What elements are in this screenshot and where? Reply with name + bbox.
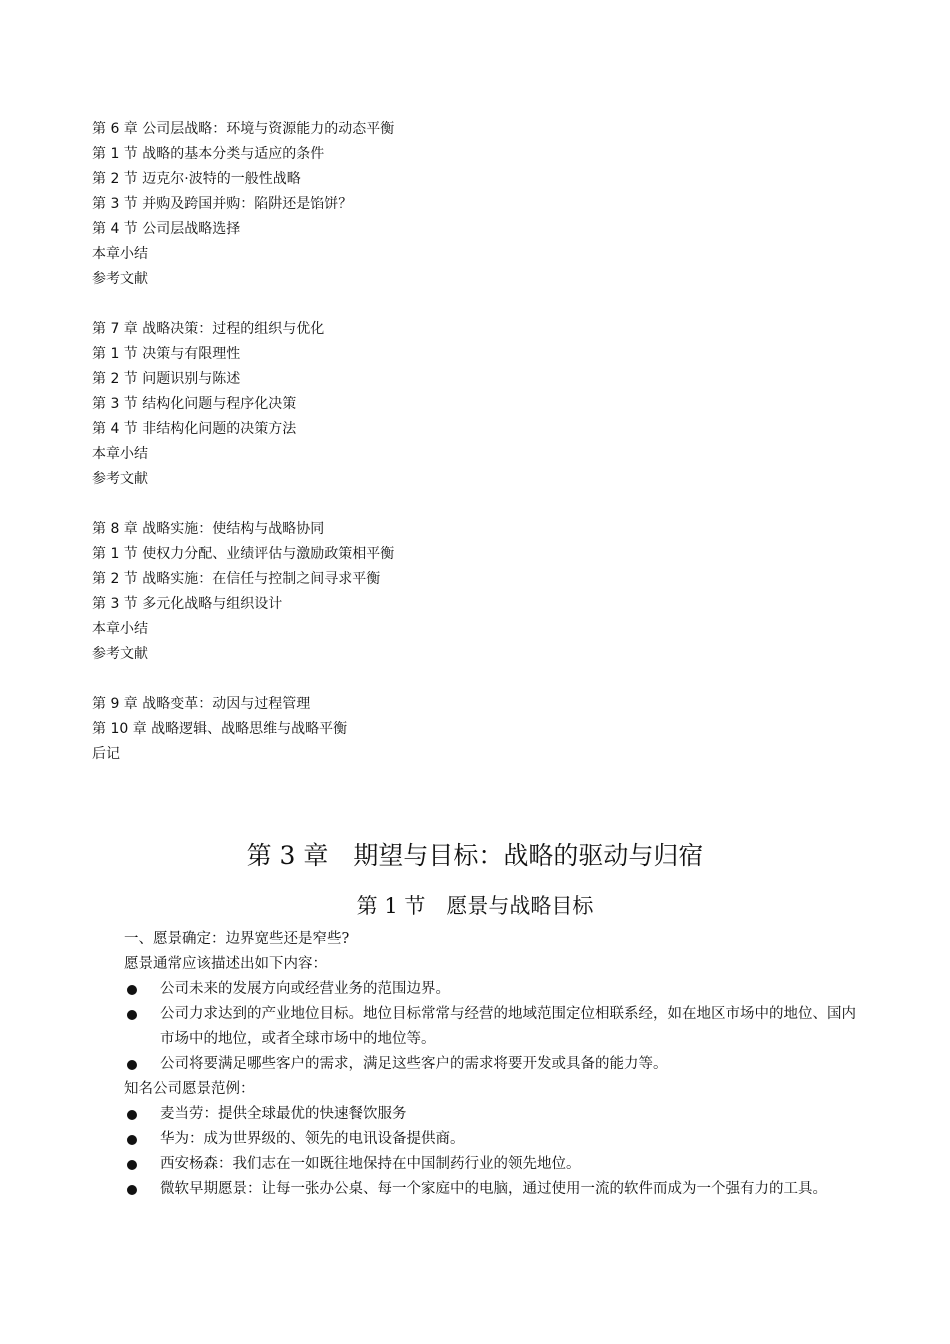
toc-chapter-7 xyxy=(92,317,792,492)
toc-section: 第 2 节 迈克尔·波特的一般性战略 xyxy=(92,171,301,187)
section-title: 第 1 节 愿景与战略目标 xyxy=(356,894,594,918)
bullet-icon xyxy=(127,1010,137,1020)
toc-chapter-9-10 xyxy=(92,692,792,767)
toc-section: 第 1 节 战略的基本分类与适应的条件 xyxy=(92,146,325,162)
toc-chapter-title: 第 6 章 公司层战略：环境与资源能力的动态平衡 xyxy=(92,121,395,137)
list-item-text: 公司力求达到的产业地位目标。地位目标常常与经营的地域范围定位相联系经，如在地区市场中的地位、国内市场中的地位，或者全球市场中的地位等。 xyxy=(160,1006,856,1047)
toc-summary: 本章小结 xyxy=(92,246,148,262)
bullet-icon xyxy=(127,1135,137,1145)
toc-section: 第 3 节 结构化问题与程序化决策 xyxy=(92,396,297,412)
list-item-text: 西安杨森：我们志在一如既往地保持在中国制药行业的领先地位。 xyxy=(160,1156,581,1172)
bullet-icon xyxy=(127,1160,137,1170)
chapter-content xyxy=(0,836,950,1202)
chapter-title: 第 3 章 期望与目标：战略的驱动与归宿 xyxy=(246,841,704,870)
section-body xyxy=(0,927,950,1202)
bullet-icon xyxy=(127,1110,137,1120)
examples-label: 知名公司愿景范例： xyxy=(124,1081,255,1097)
list-item xyxy=(0,1177,870,1202)
table-of-contents xyxy=(92,117,792,792)
toc-afterword: 后记 xyxy=(92,746,120,762)
toc-section: 第 1 节 使权力分配、业绩评估与激励政策相平衡 xyxy=(92,546,395,562)
list-item xyxy=(0,1152,870,1177)
toc-chapter-8 xyxy=(92,517,792,667)
list-item xyxy=(0,1102,870,1127)
toc-references: 参考文献 xyxy=(92,271,148,287)
toc-chapter-6 xyxy=(92,117,792,292)
bullet-icon xyxy=(127,1185,137,1195)
list-item-text: 微软早期愿景：让每一张办公桌、每一个家庭中的电脑，通过使用一流的软件而成为一个强有力的工具。 xyxy=(160,1181,827,1197)
toc-chapter-title: 第 8 章 战略实施：使结构与战略协同 xyxy=(92,521,325,537)
toc-section: 第 3 节 并购及跨国并购：陷阱还是馅饼？ xyxy=(92,196,353,212)
bullet-icon xyxy=(127,985,137,995)
toc-section: 第 3 节 多元化战略与组织设计 xyxy=(92,596,283,612)
toc-references: 参考文献 xyxy=(92,646,148,662)
list-item-text: 华为：成为世界级的、领先的电讯设备提供商。 xyxy=(160,1131,465,1147)
list-item xyxy=(0,1002,870,1052)
list-item-text: 公司将要满足哪些客户的需求，满足这些客户的需求将要开发或具备的能力等。 xyxy=(160,1056,668,1072)
toc-summary: 本章小结 xyxy=(92,446,148,462)
toc-summary: 本章小结 xyxy=(92,621,148,637)
list-item xyxy=(0,977,870,1002)
toc-chapter-title: 第 10 章 战略逻辑、战略思维与战略平衡 xyxy=(92,721,348,737)
toc-references: 参考文献 xyxy=(92,471,148,487)
intro-text: 愿景通常应该描述出如下内容： xyxy=(124,956,327,972)
list-item xyxy=(0,1127,870,1152)
toc-chapter-title: 第 7 章 战略决策：过程的组织与优化 xyxy=(92,321,325,337)
subsection-heading: 一、愿景确定：边界宽些还是窄些? xyxy=(124,931,350,947)
list-item xyxy=(0,1052,870,1077)
bullet-icon xyxy=(127,1060,137,1070)
list-item-text: 麦当劳：提供全球最优的快速餐饮服务 xyxy=(160,1106,407,1122)
toc-section: 第 2 节 战略实施：在信任与控制之间寻求平衡 xyxy=(92,571,381,587)
list-item-text: 公司未来的发展方向或经营业务的范围边界。 xyxy=(160,981,450,997)
toc-section: 第 1 节 决策与有限理性 xyxy=(92,346,241,362)
toc-section: 第 4 节 非结构化问题的决策方法 xyxy=(92,421,297,437)
toc-section: 第 2 节 问题识别与陈述 xyxy=(92,371,241,387)
toc-chapter-title: 第 9 章 战略变革：动因与过程管理 xyxy=(92,696,311,712)
toc-section: 第 4 节 公司层战略选择 xyxy=(92,221,241,237)
